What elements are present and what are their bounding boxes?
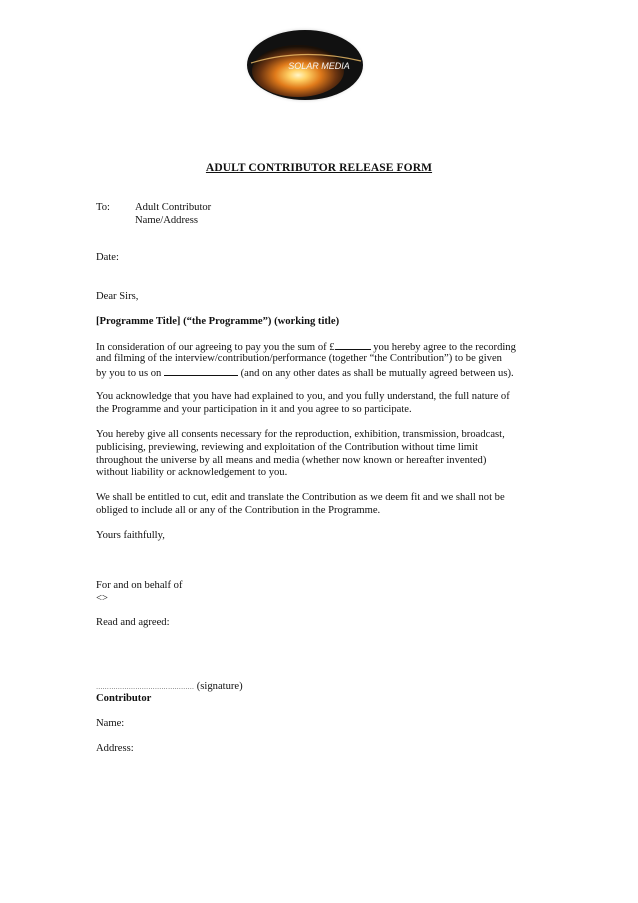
date-blank: [164, 366, 238, 376]
contributor-heading: Contributor: [96, 693, 152, 704]
signature-dots: ………………………………………: [96, 684, 195, 691]
sum-blank: [335, 340, 371, 350]
para1-line1-a: In consideration of our agreeing to pay you the sum of £: [96, 342, 335, 353]
to-label: To:: [96, 202, 110, 213]
closing: Yours faithfully,: [96, 530, 165, 541]
para2-line2: the Programme and your participation in it and you agree to so participate.: [96, 404, 412, 415]
programme-heading: [Programme Title] (“the Programme”) (working title): [96, 316, 340, 327]
para1-line1-b: you hereby agree to the recording: [370, 342, 516, 353]
para1-line3-b: (and on any other dates as shall be mutually agreed between us).: [237, 368, 514, 379]
to-address: Name/Address: [135, 215, 198, 226]
para3-line3: throughout the universe by all means and media (whether now known or hereafter invented): [96, 455, 487, 466]
para2-line1: You acknowledge that you have had explained to you, and you fully understand, the full nature of: [96, 391, 510, 402]
behalf-line1: For and on behalf of: [96, 580, 183, 591]
para3-line2: publicising, previewing, reviewing and exploitation of the Contribution without time limit: [96, 442, 478, 453]
behalf-line2: <>: [96, 593, 108, 604]
to-recipient: Adult Contributor: [135, 202, 212, 213]
salutation: Dear Sirs,: [96, 291, 139, 302]
para1-line2: and filming of the interview/contribution/performance (together “the Contribution”) to be given: [96, 353, 502, 364]
logo-text: SOLAR MEDIA: [288, 61, 350, 71]
address-label: Address:: [96, 743, 134, 754]
date-label: Date:: [96, 252, 119, 263]
para4-line1: We shall be entitled to cut, edit and translate the Contribution as we deem fit and we shall not be: [96, 492, 505, 503]
para4-line2: obliged to include all or any of the Contribution in the Programme.: [96, 505, 381, 516]
form-title: ADULT CONTRIBUTOR RELEASE FORM: [205, 162, 433, 174]
name-label: Name:: [96, 718, 125, 729]
para1-line3-a: by you to us on: [96, 368, 164, 379]
para1-line3: [96, 366, 514, 381]
para3-line4: without liability or acknowledgement to you.: [96, 467, 288, 478]
para3-line1: You hereby give all consents necessary for the reproduction, exhibition, transmission, broadcast,: [96, 429, 505, 440]
signature-label: (signature): [196, 681, 243, 692]
solar-media-logo: [243, 25, 368, 105]
read-agreed: Read and agreed:: [96, 617, 170, 628]
